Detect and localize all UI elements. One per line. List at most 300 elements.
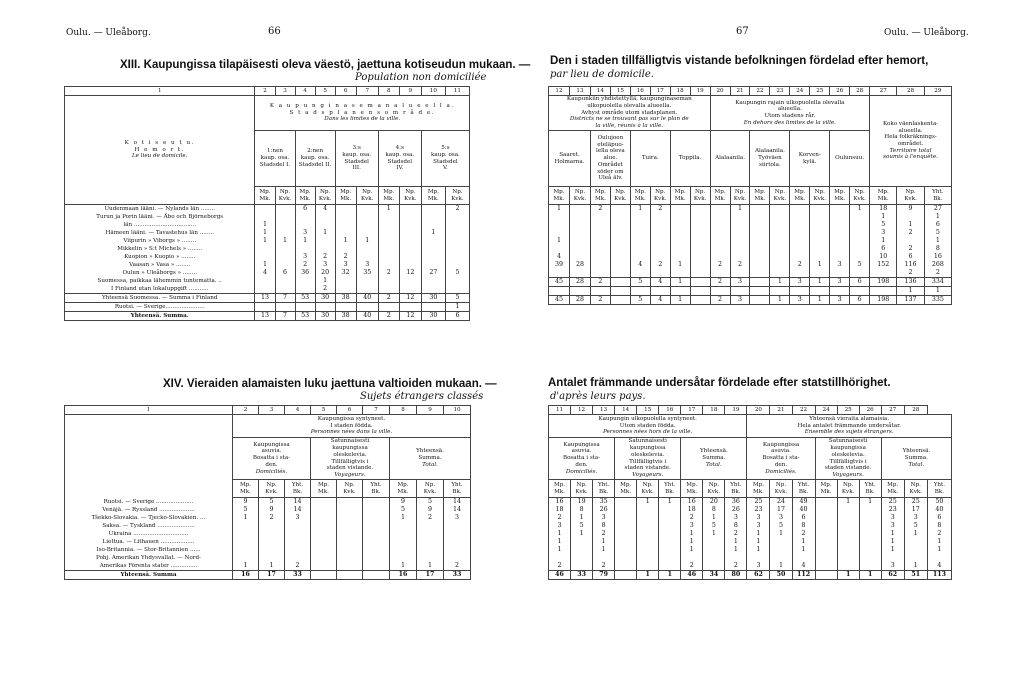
row-value — [730, 213, 750, 221]
header-line: Tillfälligtvis i — [829, 458, 867, 465]
row-label: Ukraina ............................... — [65, 530, 233, 538]
row-value — [315, 221, 335, 229]
row-value — [859, 522, 881, 530]
row-value: 5 — [571, 522, 593, 530]
table-row — [549, 269, 952, 278]
row-value — [378, 245, 399, 253]
sex-header — [650, 187, 670, 205]
row-value — [285, 522, 311, 530]
row-value: 14 — [444, 498, 471, 507]
row-value — [637, 562, 659, 571]
row-value — [549, 554, 571, 562]
row-value: 4 — [792, 562, 815, 571]
row-value: 3 — [790, 296, 810, 305]
row-value: 3 — [790, 278, 810, 287]
row-value — [750, 237, 770, 245]
column-number: 10 — [444, 406, 471, 415]
row-value: 1 — [390, 514, 417, 522]
row-value — [445, 237, 469, 245]
sex-header — [295, 187, 315, 205]
row-value: 2 — [897, 245, 924, 253]
sex-header-fi: Mp. — [594, 189, 606, 196]
row-value — [690, 261, 710, 269]
row-value — [770, 253, 790, 261]
table-row — [65, 530, 471, 538]
row-value: 1 — [670, 278, 690, 287]
row-value — [295, 303, 315, 312]
column-number: 12 — [549, 87, 570, 96]
row-value — [295, 277, 315, 285]
column-number: 7 — [363, 406, 390, 415]
sweden-row — [549, 287, 952, 296]
row-value — [315, 303, 335, 312]
column-number: 6 — [337, 406, 363, 415]
row-value — [815, 546, 837, 554]
row-value — [792, 554, 815, 562]
row-value: 12 — [399, 312, 421, 321]
sex-header-sv: Mk. — [887, 488, 899, 495]
group-header — [681, 438, 747, 480]
sex-header — [815, 480, 837, 498]
row-value — [337, 571, 363, 580]
sex-header-fi: Mp. — [427, 189, 439, 196]
row-value — [750, 278, 770, 287]
sex-header-sv: Kvk. — [451, 195, 464, 202]
row-value: 2 — [335, 253, 356, 261]
row-value: 2 — [681, 562, 703, 571]
outborn-header — [549, 415, 747, 438]
area1-header-line4: Districts ne se trouvant pas sur le plan de — [569, 116, 689, 123]
row-value — [770, 269, 790, 278]
table-xiv-subtitle: Sujets étrangers classés — [360, 391, 484, 402]
row-value — [859, 506, 881, 514]
sex-header — [275, 187, 295, 205]
row-label: Pohj. Amerikan Yhdysvallat. — Nord- — [65, 554, 233, 562]
row-value: 2 — [590, 296, 610, 305]
sex-header-sv: Mk. — [299, 195, 311, 202]
row-value: 32 — [335, 269, 356, 277]
row-value — [770, 213, 790, 221]
header-line: Domiciliés. — [565, 468, 598, 475]
row-label: Turun ja Porin lääni. — Åbo och Björneborgs — [65, 213, 255, 221]
row-value — [710, 253, 730, 261]
row-value: 2 — [590, 278, 610, 287]
row-value: 36 — [725, 498, 747, 507]
row-value: 5 — [259, 498, 285, 507]
row-value — [610, 213, 630, 221]
row-value — [630, 237, 650, 245]
row-value: 2 — [590, 205, 610, 214]
row-value — [670, 213, 690, 221]
row-value: 6 — [850, 278, 870, 287]
row-value: 2 — [790, 261, 810, 269]
row-value — [610, 221, 630, 229]
row-value: 2 — [725, 530, 747, 538]
row-value: 3 — [830, 296, 850, 305]
row-value — [630, 213, 650, 221]
sex-header-fi: Mp. — [553, 189, 565, 196]
row-value: 4 — [650, 296, 670, 305]
row-value: 6 — [295, 205, 315, 214]
table-xiii — [64, 86, 470, 321]
sex-header — [770, 187, 790, 205]
column-number: 26 — [859, 406, 881, 415]
row-label: Saksa. — Tyskland ..................... — [65, 522, 233, 530]
sex-header — [730, 187, 750, 205]
row-label: Vaasan » Vasa » ........ — [65, 261, 255, 269]
row-value — [255, 213, 275, 221]
header-line: Yhteensä. — [902, 448, 931, 455]
row-value — [859, 562, 881, 571]
header-line: Kaupungissa — [253, 441, 290, 448]
row-value: 18 — [870, 205, 897, 214]
row-value: 2 — [285, 562, 311, 571]
sex-header-fi: Np. — [320, 189, 331, 196]
row-value — [850, 245, 870, 253]
row-value — [790, 205, 810, 214]
sex-header — [630, 187, 650, 205]
row-value: 17 — [417, 571, 444, 580]
area2-header-line3: Utom stadens rår. — [764, 113, 816, 119]
sex-header-sv: Mk. — [340, 195, 352, 202]
row-value: 62 — [747, 571, 770, 580]
row-value — [593, 554, 615, 562]
header-line: Stadsdel — [433, 158, 458, 165]
row-value: 8 — [924, 245, 951, 253]
row-value: 5 — [445, 269, 469, 277]
row-value — [337, 546, 363, 554]
row-value: 4 — [650, 278, 670, 287]
row-value — [630, 287, 650, 296]
row-value: 2 — [549, 514, 571, 522]
row-value — [690, 237, 710, 245]
row-value — [255, 285, 275, 294]
row-value — [259, 538, 285, 546]
column-number: 17 — [650, 87, 670, 96]
row-value: 46 — [549, 571, 571, 580]
header-line: oleskelevia. — [333, 451, 367, 458]
row-value — [445, 285, 469, 294]
row-value — [571, 554, 593, 562]
row-value — [830, 205, 850, 214]
sex-header — [417, 480, 444, 498]
sex-header — [590, 187, 610, 205]
row-value: 2 — [549, 562, 571, 571]
row-value — [569, 269, 590, 278]
column-number: 2 — [233, 406, 259, 415]
row-value — [590, 221, 610, 229]
row-value — [610, 253, 630, 261]
sex-header — [659, 480, 681, 498]
place-header — [549, 131, 591, 187]
row-value: 5 — [630, 278, 650, 287]
sex-header-fi: Np. — [694, 189, 706, 196]
row-value — [421, 237, 445, 245]
place-header — [630, 131, 670, 187]
row-value — [311, 546, 337, 554]
sex-header-sv: Bk. — [371, 488, 381, 495]
row-value — [659, 538, 681, 546]
row-value — [399, 245, 421, 253]
row-value: 16 — [390, 571, 417, 580]
row-value — [815, 538, 837, 546]
row-value — [275, 213, 295, 221]
row-value — [363, 538, 390, 546]
grand-total-row — [549, 296, 952, 305]
column-number: 23 — [770, 87, 790, 96]
sex-header-sv: Bk. — [731, 488, 741, 495]
sex-header-fi: Np. — [708, 482, 719, 489]
row-value: 1 — [881, 530, 904, 538]
row-value — [810, 205, 830, 214]
row-value — [285, 538, 311, 546]
header-line: Voyageurs. — [334, 471, 366, 478]
table-row — [65, 229, 470, 237]
row-value: 45 — [549, 296, 570, 305]
sex-header — [615, 480, 637, 498]
row-value — [681, 554, 703, 562]
row-value: 25 — [747, 498, 770, 507]
column-number: 20 — [747, 406, 770, 415]
sex-header — [897, 187, 924, 205]
row-value — [356, 205, 378, 214]
row-value: 116 — [897, 261, 924, 269]
sex-header-fi: Np. — [424, 482, 436, 489]
header-line: Total. — [705, 461, 722, 468]
district-header — [378, 131, 421, 187]
sex-header — [750, 187, 770, 205]
row-value — [750, 261, 770, 269]
row-value — [378, 253, 399, 261]
row-value: 50 — [927, 498, 951, 507]
sex-header-sv: Kvk. — [773, 195, 787, 202]
row-value — [850, 221, 870, 229]
row-value — [311, 562, 337, 571]
row-value: 1 — [255, 261, 275, 269]
row-value: 5 — [630, 296, 650, 305]
sex-header-fi: Mp. — [553, 482, 566, 489]
row-value — [810, 245, 830, 253]
row-value: 6 — [897, 253, 924, 261]
row-value: 1 — [549, 538, 571, 546]
row-value: 2 — [378, 294, 399, 303]
sex-header — [670, 187, 690, 205]
row-label: Yhteensä Suomessa. — Summa i Finland — [65, 294, 255, 303]
row-value: 1 — [924, 213, 951, 221]
row-value — [904, 538, 927, 546]
row-value — [815, 571, 837, 580]
row-value: 16 — [681, 498, 703, 507]
row-value — [670, 245, 690, 253]
row-value — [399, 205, 421, 214]
row-value: 1 — [792, 538, 815, 546]
header-line: Tillfälligtvis i — [331, 458, 369, 465]
row-value: 8 — [593, 522, 615, 530]
row-value: 26 — [725, 506, 747, 514]
column-number: 1 — [65, 87, 255, 96]
row-value — [750, 287, 770, 296]
row-value: 1 — [637, 498, 659, 507]
row-value — [810, 221, 830, 229]
row-value — [356, 213, 378, 221]
row-value: 8 — [725, 522, 747, 530]
row-value: 1 — [770, 296, 790, 305]
row-value: 137 — [897, 296, 924, 305]
header-line: Området — [597, 161, 623, 168]
row-value — [670, 253, 690, 261]
header-line: Bosatta i sta- — [562, 455, 601, 462]
sex-header-sv: Kvk. — [614, 195, 627, 202]
row-value — [569, 245, 590, 253]
row-value: 1 — [810, 261, 830, 269]
row-value: 4 — [549, 253, 570, 261]
row-value: 5 — [850, 261, 870, 269]
row-value — [444, 554, 471, 562]
column-number: 17 — [681, 406, 703, 415]
row-value — [549, 213, 570, 221]
row-value — [830, 229, 850, 237]
t14-stub-header — [65, 415, 233, 498]
row-value: 1 — [659, 498, 681, 507]
column-number: 6 — [335, 87, 356, 96]
column-number: 3 — [275, 87, 295, 96]
row-value: 3 — [870, 229, 897, 237]
row-value — [710, 237, 730, 245]
header-line: kaup. osa. — [385, 151, 415, 158]
column-number: 29 — [924, 87, 951, 96]
row-value: 1 — [770, 562, 792, 571]
row-value: 5 — [445, 294, 469, 303]
row-value — [897, 237, 924, 245]
sex-header-fi: Np. — [452, 189, 463, 196]
row-value — [690, 253, 710, 261]
row-value — [897, 213, 924, 221]
row-value: 1 — [670, 296, 690, 305]
row-value: 1 — [681, 538, 703, 546]
row-value — [810, 287, 830, 296]
row-value — [730, 245, 750, 253]
row-value — [378, 261, 399, 269]
sex-header-fi: Np. — [775, 482, 787, 489]
table-xiii-subtitle: Population non domiciliée — [355, 72, 487, 83]
row-value: 30 — [421, 312, 445, 321]
row-value — [904, 554, 927, 562]
right-top-title: Den i staden tillfälligtvis vistande befolkningen fördelad efter hemort, — [550, 55, 929, 67]
row-value: 1 — [549, 205, 570, 214]
row-value: 1 — [637, 571, 659, 580]
sex-header-sv: Kvk. — [774, 488, 788, 495]
row-value — [904, 546, 927, 554]
row-value: 2 — [681, 514, 703, 522]
row-value — [445, 253, 469, 261]
page-number-left: 66 — [268, 26, 281, 37]
row-value: 14 — [285, 506, 311, 514]
row-value — [650, 221, 670, 229]
sex-header — [569, 187, 590, 205]
row-label: Iso-Britannia. — Stor-Britannien ...... — [65, 546, 233, 554]
row-value — [285, 530, 311, 538]
row-value — [870, 287, 897, 296]
column-number: 8 — [378, 87, 399, 96]
right-bottom-subtitle: d'après leurs pays. — [550, 391, 646, 402]
row-value: 1 — [549, 546, 571, 554]
row-value — [830, 221, 850, 229]
sex-header-fi: Yht. — [730, 482, 742, 489]
column-number: 20 — [710, 87, 730, 96]
sex-header-sv: Mk. — [397, 488, 409, 495]
row-value: 1 — [356, 237, 378, 245]
sex-header — [637, 480, 659, 498]
row-value — [275, 285, 295, 294]
row-value — [830, 269, 850, 278]
row-value — [830, 287, 850, 296]
row-value: 1 — [315, 277, 335, 285]
row-value — [363, 498, 390, 507]
header-line: Summa. — [904, 455, 928, 462]
row-value — [659, 530, 681, 538]
sex-header — [690, 187, 710, 205]
row-value: 5 — [770, 522, 792, 530]
row-value — [615, 530, 637, 538]
row-value — [311, 498, 337, 507]
row-value — [378, 285, 399, 294]
row-value: 1 — [255, 221, 275, 229]
header-line: oleskelevia. — [631, 451, 665, 458]
row-value: 3 — [295, 253, 315, 261]
row-value: 1 — [810, 278, 830, 287]
sex-header-fi: Mp. — [383, 189, 395, 196]
row-value: 6 — [927, 514, 951, 522]
column-number: 18 — [703, 406, 725, 415]
sex-header-fi: Mp. — [877, 189, 889, 196]
row-value: 25 — [881, 498, 904, 507]
sex-header-fi: Np. — [910, 482, 921, 489]
row-value — [637, 538, 659, 546]
column-number: 4 — [295, 87, 315, 96]
sex-header-fi: Mp. — [714, 189, 726, 196]
row-value — [363, 546, 390, 554]
header-line: kaup. osa. — [342, 151, 372, 158]
sex-header-sv: Mk. — [259, 195, 271, 202]
sex-header — [335, 187, 356, 205]
sex-header — [378, 187, 399, 205]
row-value: 3 — [904, 514, 927, 522]
sex-header-sv: Mk. — [714, 195, 726, 202]
row-value — [569, 253, 590, 261]
row-value — [337, 498, 363, 507]
row-value — [810, 253, 830, 261]
row-value: 17 — [259, 571, 285, 580]
row-value — [363, 571, 390, 580]
row-value: 16 — [233, 571, 259, 580]
row-value — [610, 296, 630, 305]
total-area-header — [870, 96, 952, 187]
row-value — [421, 245, 445, 253]
sex-header-fi: Np. — [362, 189, 373, 196]
district-header — [255, 131, 295, 187]
row-value: 1 — [259, 562, 285, 571]
row-value: 5 — [703, 522, 725, 530]
sex-header — [390, 480, 417, 498]
place-header — [590, 131, 630, 187]
place-header — [710, 131, 750, 187]
row-value — [275, 277, 295, 285]
header-line: den. — [265, 461, 278, 468]
row-value: 7 — [275, 312, 295, 321]
header-line: kaup. osa. — [260, 155, 290, 162]
row-value — [363, 514, 390, 522]
row-value: 3 — [747, 522, 770, 530]
